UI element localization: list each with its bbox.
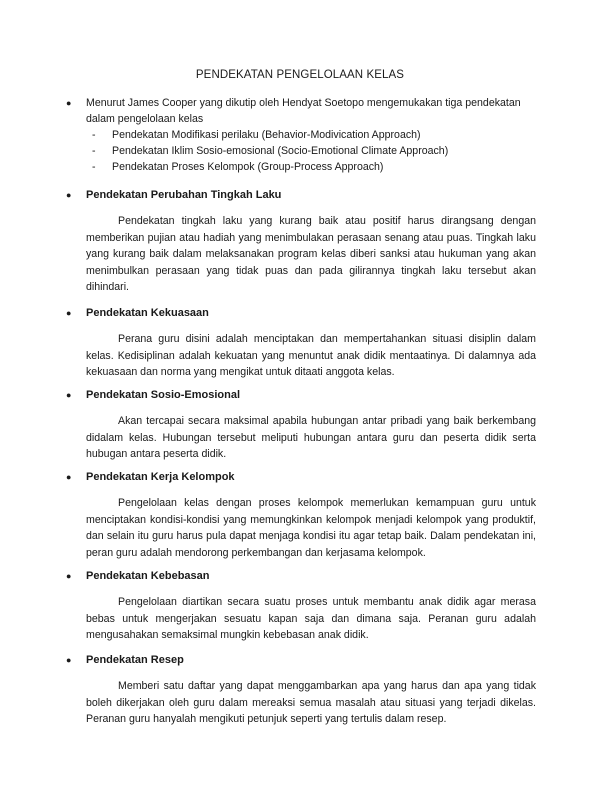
section-resep	[66, 652, 536, 728]
bullet-icon: ●	[66, 571, 72, 581]
section-body: Akan tercapai secara maksimal apabila hubungan antar pribadi yang baik berkembang didalam kelas. Hubungan tersebut meliputi hubungan antara guru dan peserta didik serta hubugan antara peserta didik.	[86, 415, 536, 460]
section-heading-text: Pendekatan Sosio-Emosional	[86, 389, 241, 401]
bullet-icon: ●	[66, 655, 72, 665]
dash-icon: -	[92, 129, 96, 141]
list-item-text: Pendekatan Proses Kelompok (Group-Process Approach)	[112, 161, 384, 173]
section-sosio-emosional	[66, 387, 536, 463]
document-title: PENDEKATAN PENGELOLAAN KELAS	[195, 69, 405, 81]
list-item-text: Pendekatan Modifikasi perilaku (Behavior-Modivication Approach)	[112, 129, 421, 141]
section-heading	[66, 568, 536, 584]
list-item-text: Pendekatan Iklim Sosio-emosional (Socio-Emotional Climate Approach)	[112, 145, 449, 157]
section-body: Pengelolaan kelas dengan proses kelompok memerlukan kemampuan guru untuk menciptakan kondisi-kondisi yang memungkinkan kelompok menjadi kelompok yang produktif, dan selain itu guru harus pula dapat menjaga kondisi itu agar tetap baik. Dalam pendekatan ini, peran guru adalah mendorong perkembangan dan kerjasama kelompok.	[86, 497, 536, 559]
dash-icon: -	[92, 145, 96, 157]
section-kekuasaan	[66, 305, 536, 381]
section-heading-text: Pendekatan Resep	[86, 654, 184, 666]
section-heading-text: Pendekatan Kerja Kelompok	[86, 471, 235, 483]
bullet-icon: ●	[66, 472, 72, 482]
bullet-icon: ●	[66, 390, 72, 400]
section-perubahan-tingkah-laku	[66, 187, 536, 296]
bullet-icon: ●	[66, 190, 72, 200]
list-item	[92, 127, 536, 143]
section-kebebasan	[66, 568, 536, 644]
section-kerja-kelompok	[66, 469, 536, 561]
section-body: Pengelolaan diartikan secara suatu proses untuk membantu anak didik agar merasa bebas untuk mengerjakan sesuatu kapan saja dan dimana saja. Peranan guru adalah mengusahakan semaksimal mungkin kebebasan anak didik.	[86, 596, 536, 641]
section-heading	[66, 387, 536, 403]
section-body: Memberi satu daftar yang dapat menggambarkan apa yang harus dan apa yang tidak boleh dikerjakan oleh guru dalam mereaksi semua masalah atau situasi yang terjadi dikelas. Peranan guru hanyalah mengikuti petunjuk seperti yang tertulis dalam resep.	[86, 680, 536, 725]
section-body: Perana guru disini adalah menciptakan dan mempertahankan situasi disiplin dalam kelas. Kedisiplinan adalah kekuatan yang menuntut anak didik mentaatinya. Di dalamnya ada kekuasaan dan norma yang mengikat untuk ditaati anggota kelas.	[86, 333, 536, 378]
list-item	[92, 143, 536, 159]
list-item	[92, 159, 536, 175]
intro-bullet	[66, 95, 536, 127]
section-heading	[66, 652, 536, 668]
section-heading-text: Pendekatan Kekuasaan	[86, 307, 209, 319]
section-heading-text: Pendekatan Kebebasan	[86, 570, 210, 582]
bullet-icon: ●	[66, 308, 72, 318]
intro-sub-list	[92, 127, 536, 175]
bullet-icon: ●	[66, 98, 72, 108]
intro-text: Menurut James Cooper yang dikutip oleh Hendyat Soetopo mengemukakan tiga pendekatan dalam pengelolaan kelas	[86, 97, 521, 125]
section-heading	[66, 305, 536, 321]
dash-icon: -	[92, 161, 96, 173]
section-heading	[66, 187, 536, 203]
section-heading-text: Pendekatan Perubahan Tingkah Laku	[86, 189, 282, 201]
section-body: Pendekatan tingkah laku yang kurang baik atau positif harus dirangsang dengan memberikan pujian atau hadiah yang menimbulakan perasaan senang atau puas. Tingkah laku yang kurang baik dalam melaksanakan program kelas diberi sanksi atau hukuman yang akan menimbulkan perasaan yang tidak puas dan pada gilirannya tingkah laku tersebut akan dihindari.	[86, 215, 536, 293]
section-heading	[66, 469, 536, 485]
intro-block	[66, 95, 536, 175]
